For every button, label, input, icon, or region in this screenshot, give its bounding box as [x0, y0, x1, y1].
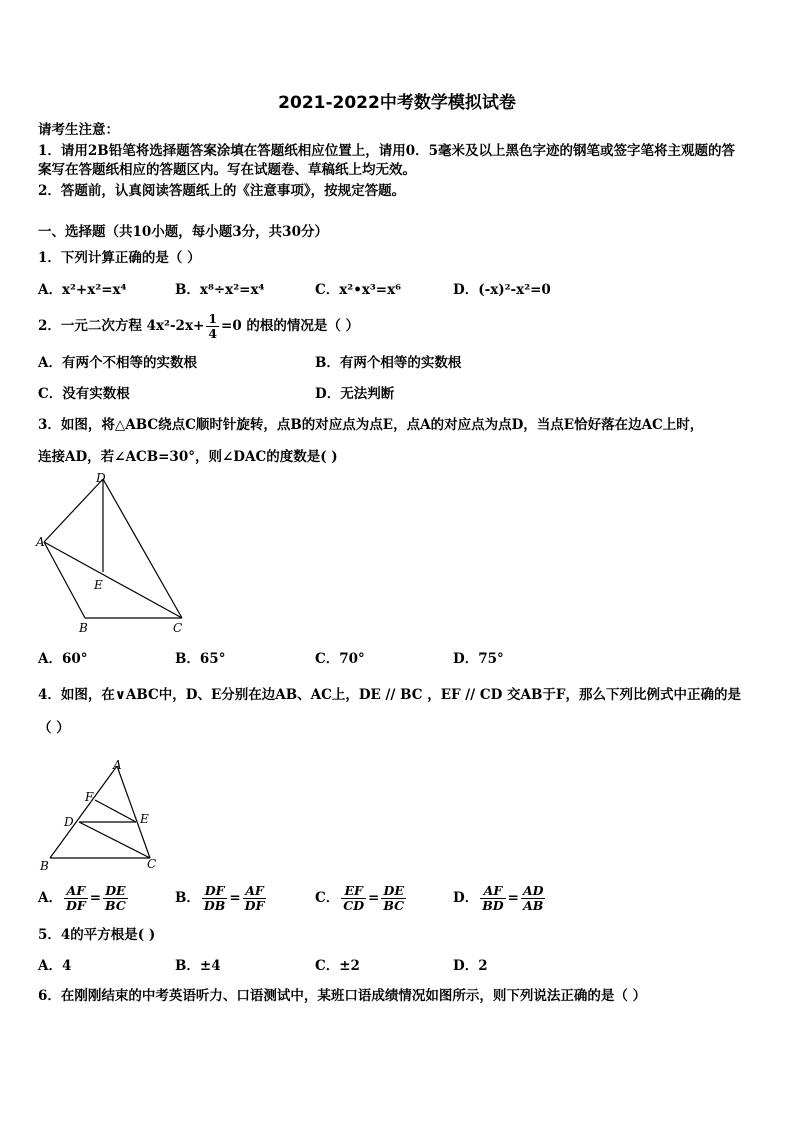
notice-item1-line2: 案写在答题纸相应的答题区内。写在试题卷、草稿纸上均无效。 — [38, 162, 416, 178]
q2-frac-numerator: 1 — [208, 310, 218, 326]
q2-frac-denominator: 4 — [208, 325, 218, 341]
q4-a-equals: = — [89, 890, 102, 906]
q4-c-left-den: CD — [343, 897, 365, 913]
q5-option-b: B．±4 — [175, 958, 221, 974]
q1-option-c: C．x²•x³=x⁶ — [315, 282, 402, 298]
q3-label-d: D — [96, 471, 106, 485]
q4-d-left-num: AF — [480, 884, 505, 899]
q4-d-left-den: BD — [482, 897, 504, 913]
q4-label-e: E — [140, 812, 149, 826]
q2-option-d: D．无法判断 — [315, 386, 395, 402]
q4-option-a — [38, 878, 130, 918]
q4-c-right-den: BC — [383, 897, 405, 913]
q3-segment-ad — [44, 479, 103, 542]
q1-option-d: D．(-x)²-x²=0 — [453, 282, 551, 298]
q5-stem: 5．4的平方根是( ) — [38, 927, 156, 943]
q1-option-a: A．x²+x²=x⁴ — [38, 282, 127, 298]
q3-label-e: E — [94, 578, 103, 592]
q4-d-right-num: AD — [522, 882, 544, 898]
q4-label-a: A — [113, 758, 122, 772]
q3-line1: 3．如图，将△ABC绕点C顺时针旋转，点B的对应点为点E，点A的对应点为点D，当点E恰好落在边AC上时， — [38, 417, 704, 433]
q4-figure — [30, 752, 170, 874]
q3-label-c: C — [173, 621, 183, 635]
notice-item2: 2．答题前，认真阅读答题纸上的《注意事项》，按规定答题。 — [38, 183, 406, 199]
q2-stem-post: =0 的根的情况是（ ） — [221, 318, 360, 334]
q2-option-c: C．没有实数根 — [38, 386, 130, 402]
page-title: 2021-2022中考数学模拟试卷 — [278, 93, 516, 113]
q5-option-c: C．±2 — [315, 958, 360, 974]
q4-b-left-den: DB — [203, 897, 226, 913]
q4-a-right-den: BC — [105, 897, 126, 913]
q4-line2: （ ） — [38, 720, 70, 736]
q4-c-left-num: EF — [341, 884, 366, 899]
q4-d-left-fraction — [480, 884, 505, 913]
q4-b-right-den: DF — [244, 897, 265, 913]
q4-label-f: F — [85, 790, 94, 804]
q3-label-b: B — [79, 621, 88, 635]
q3-option-b: B．65° — [175, 651, 226, 667]
notice-item1-line1: 1．请用2B铅笔将选择题答案涂填在答题纸相应位置上，请用0．5毫米及以上黑色字迹的钢笔或签字笔将主观题的答 — [38, 143, 735, 159]
q1-stem: 1．下列计算正确的是（ ） — [38, 250, 201, 266]
q4-a-right-fraction — [103, 884, 128, 913]
section-heading: 一、选择题（共10小题，每小题3分，共30分） — [38, 224, 328, 240]
q2-option-b: B．有两个相等的实数根 — [315, 355, 462, 371]
q4-b-left-fraction — [202, 884, 227, 913]
q3-option-d: D．75° — [453, 651, 504, 667]
q2-fraction — [206, 312, 219, 341]
q4-option-c-letter: C． — [315, 890, 340, 906]
q4-a-left-fraction — [64, 884, 88, 913]
q4-label-d: D — [64, 815, 74, 829]
q4-c-equals: = — [368, 890, 380, 906]
q4-b-right-fraction — [243, 884, 267, 913]
q2-option-a: A．有两个不相等的实数根 — [38, 355, 197, 371]
q4-option-b-letter: B． — [175, 890, 200, 906]
q4-c-right-fraction — [381, 884, 406, 913]
q4-a-right-num: DE — [103, 884, 128, 899]
q4-option-d — [453, 878, 547, 918]
q4-option-a-letter: A． — [38, 890, 62, 906]
q4-option-c — [315, 878, 408, 918]
q4-label-c: C — [147, 857, 157, 871]
q4-d-right-fraction — [521, 884, 546, 913]
q2-stem — [38, 308, 359, 344]
q4-line1: 4．如图，在∨ABC中，D、E分别在边AB、AC上，DE // BC ，EF // CD 交AB于F，那么下列比例式中正确的是 — [38, 687, 741, 703]
q4-c-left-fraction — [341, 884, 366, 913]
q4-option-d-letter: D． — [453, 890, 479, 906]
q4-a-left-den: DF — [65, 897, 86, 913]
q4-b-equals: = — [229, 890, 241, 906]
q3-option-c: C．70° — [315, 651, 365, 667]
q3-line2: 连接AD，若∠ACB=30°，则∠DAC的度数是( ) — [38, 449, 338, 465]
q3-label-a: A — [36, 535, 45, 549]
q5-option-a: A．4 — [38, 958, 72, 974]
q3-figure — [30, 470, 200, 638]
q4-d-equals: = — [507, 890, 519, 906]
q4-c-right-num: DE — [381, 884, 406, 899]
notice-heading: 请考生注意： — [38, 122, 119, 138]
q4-option-b — [175, 878, 268, 918]
q4-b-left-num: DF — [202, 884, 227, 899]
q3-segment-dc — [103, 479, 182, 618]
q3-option-a: A．60° — [38, 651, 88, 667]
q4-segment-ab — [50, 766, 117, 858]
q5-option-d: D．2 — [453, 958, 488, 974]
q4-d-right-den: AB — [523, 897, 544, 913]
q6-stem: 6．在刚刚结束的中考英语听力、口语测试中，某班口语成绩情况如图所示，则下列说法正确的是（ ） — [38, 988, 647, 1004]
q1-option-b: B．x⁸÷x²=x⁴ — [175, 282, 265, 298]
q4-label-b: B — [40, 859, 49, 873]
q4-a-left-num: AF — [64, 884, 88, 899]
q4-b-right-num: AF — [243, 884, 267, 899]
q2-stem-pre: 2．一元二次方程 4x²-2x+ — [38, 318, 205, 334]
